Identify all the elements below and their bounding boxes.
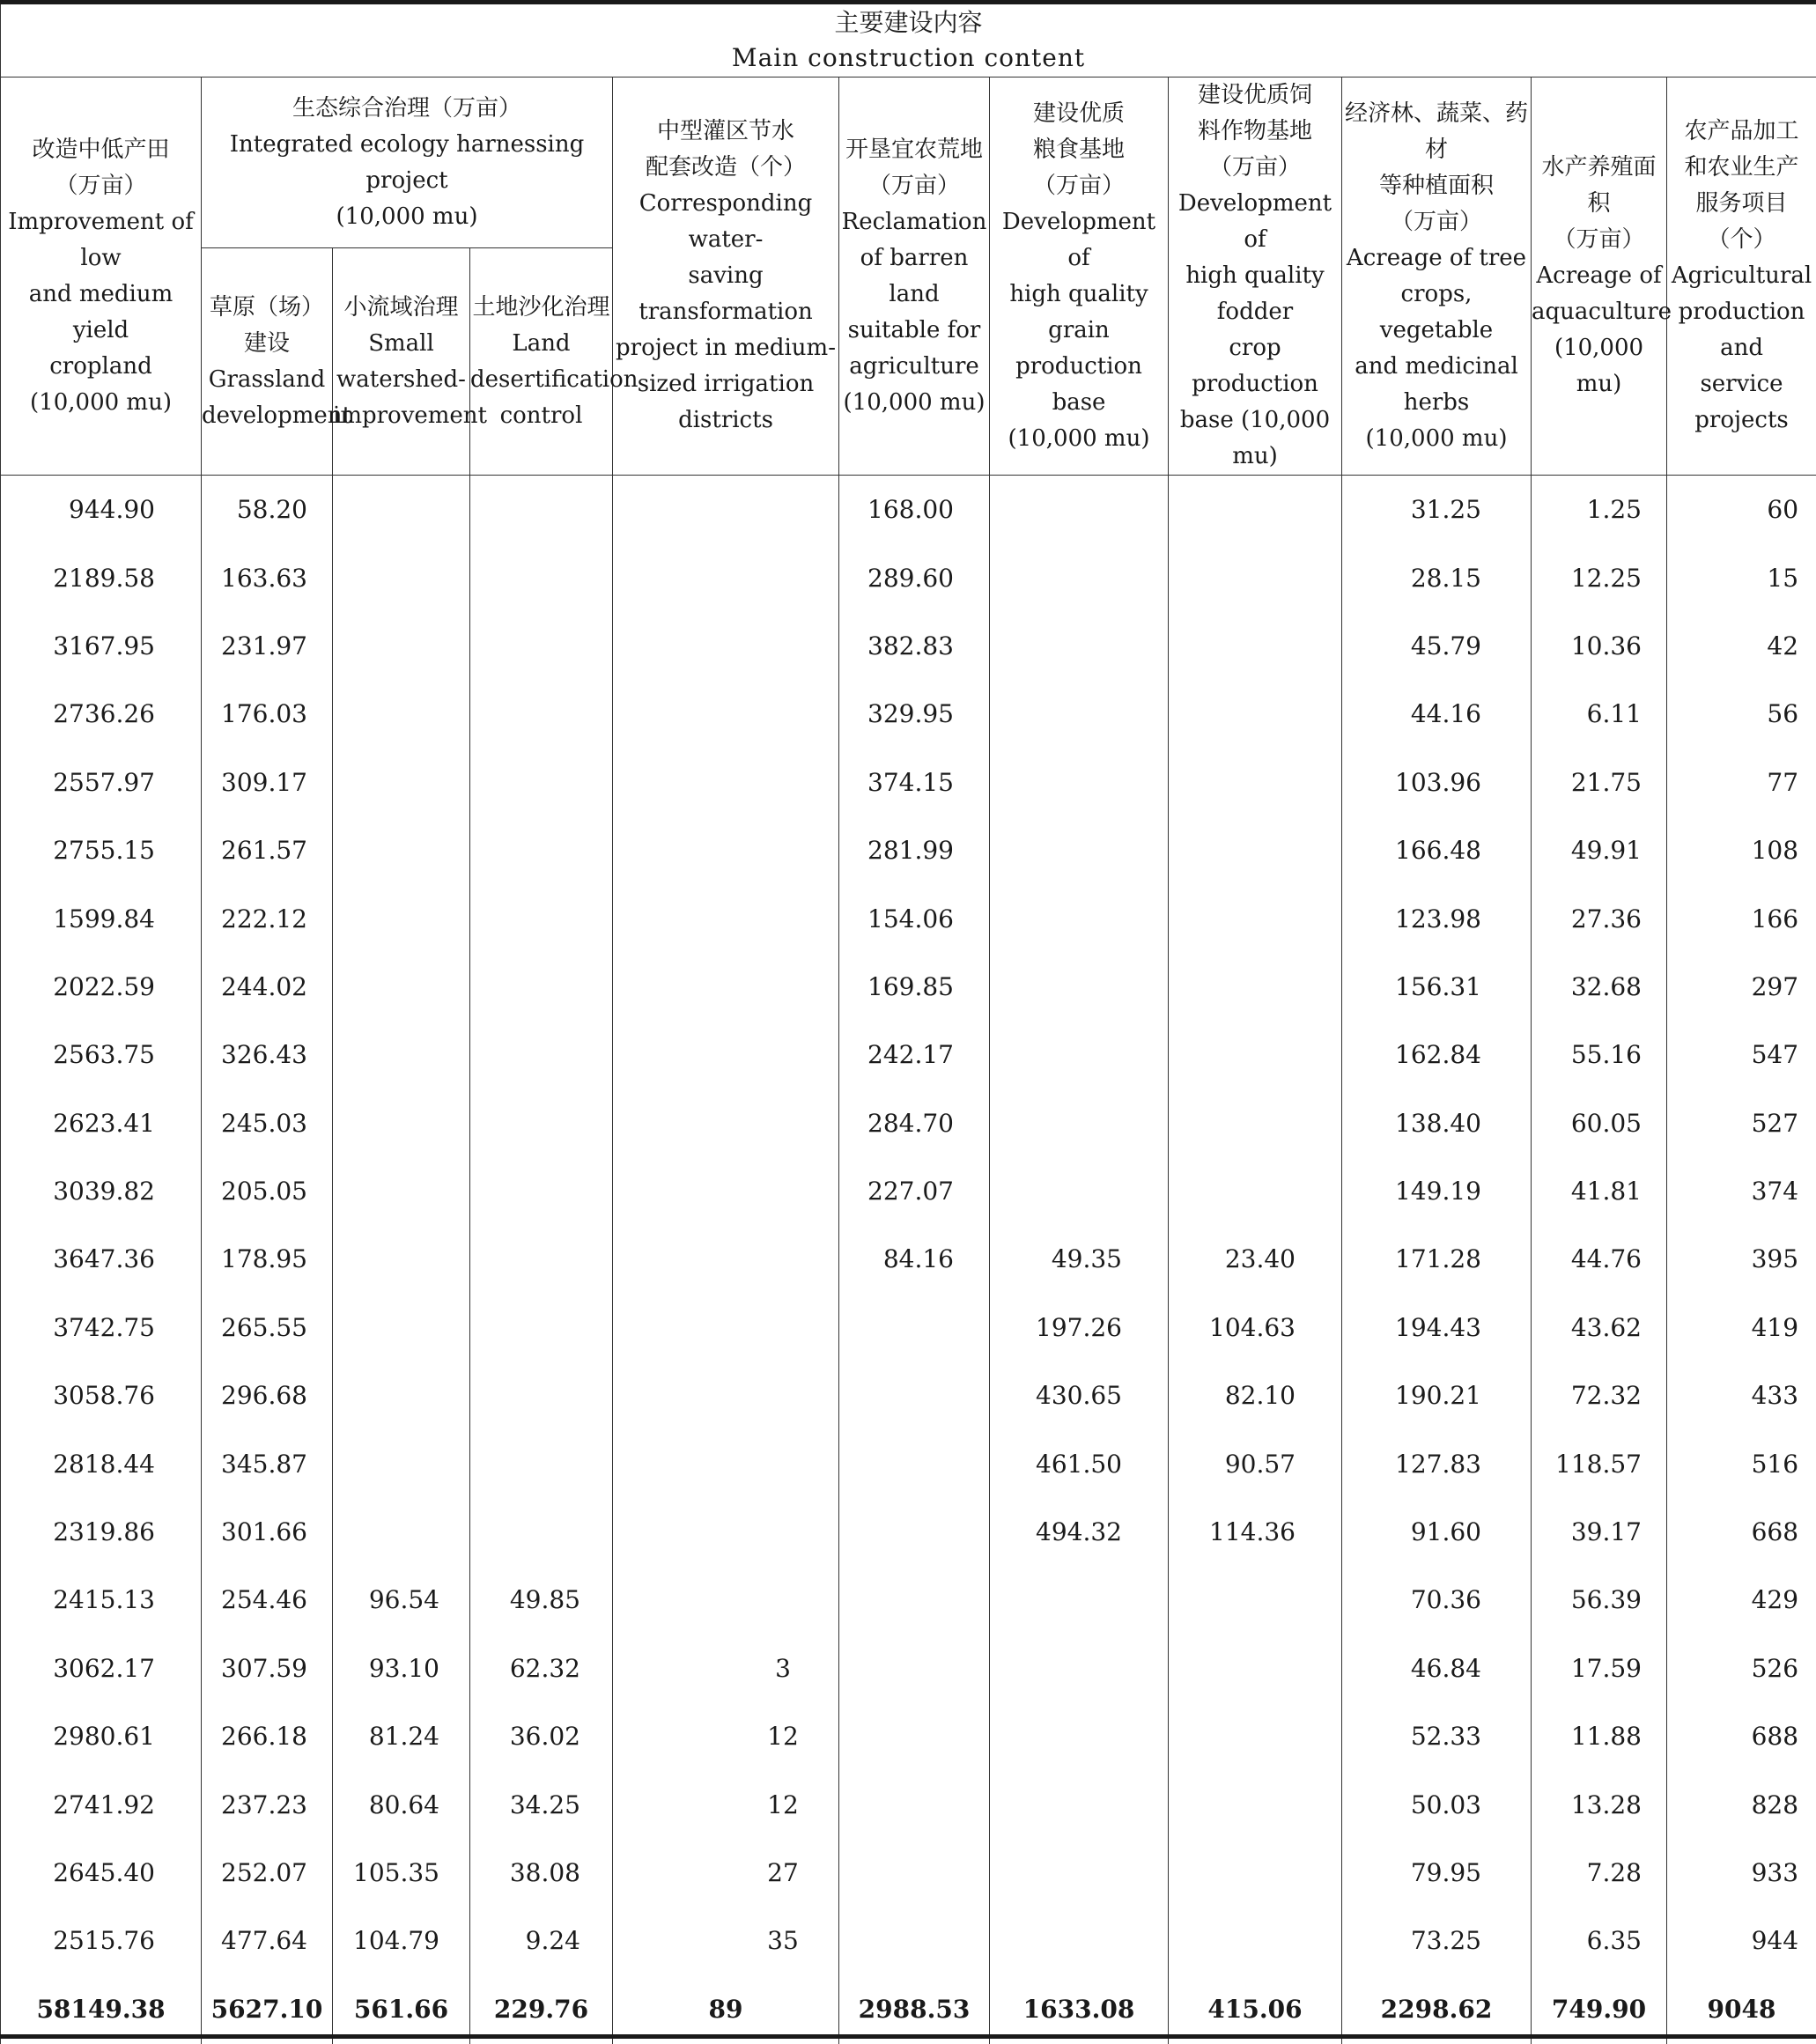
header-desertification: 土地沙化治理 Land desertification control — [470, 248, 613, 476]
table-cell: 15 — [1667, 543, 1816, 611]
table-cell: 55.16 — [1532, 1021, 1667, 1088]
table-cell — [470, 543, 613, 611]
table-cell: 60 — [1667, 476, 1816, 544]
table-row — [1, 1294, 1816, 1361]
total-row — [1, 1975, 1816, 2044]
construction-content-table — [0, 4, 1816, 2044]
table-cell: 62.32 — [470, 1634, 613, 1702]
table-cell: 46.84 — [1342, 1634, 1532, 1702]
table-row — [1, 1021, 1816, 1088]
table-cell — [333, 1294, 470, 1361]
table-cell: 93.10 — [333, 1634, 470, 1702]
table-cell — [333, 476, 470, 544]
table-cell — [613, 1225, 839, 1293]
table-title — [1, 4, 1816, 77]
table-cell: 252.07 — [202, 1839, 333, 1907]
table-cell — [990, 476, 1169, 544]
table-cell: 6.35 — [1532, 1907, 1667, 1974]
header-low-yield: 改造中低产田 （万亩） Improvement of low and medium yield cropland (10,000 mu) — [1, 77, 202, 476]
table-cell — [1169, 1702, 1342, 1770]
table-cell: 39.17 — [1532, 1498, 1667, 1566]
table-cell — [990, 1566, 1169, 1634]
table-cell: 2741.92 — [1, 1770, 202, 1838]
table-cell: 168.00 — [839, 476, 990, 544]
table-cell — [613, 1294, 839, 1361]
table-cell: 9.24 — [470, 1907, 613, 1974]
table-cell: 2736.26 — [1, 680, 202, 748]
table-cell: 526 — [1667, 1634, 1816, 1702]
table-cell: 3167.95 — [1, 612, 202, 680]
table-body — [1, 476, 1816, 2044]
table-cell — [613, 476, 839, 544]
table-cell: 944 — [1667, 1907, 1816, 1974]
table-cell — [333, 680, 470, 748]
table-cell — [613, 1429, 839, 1497]
table-cell: 12 — [613, 1702, 839, 1770]
table-row — [1, 1225, 1816, 1293]
table-cell: 49.91 — [1532, 816, 1667, 884]
table-cell — [1169, 680, 1342, 748]
table-cell: 50.03 — [1342, 1770, 1532, 1838]
table-cell — [1169, 543, 1342, 611]
table-cell: 933 — [1667, 1839, 1816, 1907]
table-cell: 60.05 — [1532, 1089, 1667, 1157]
table-cell — [613, 816, 839, 884]
total-cell: 749.90 — [1532, 1975, 1667, 2044]
table-cell — [990, 680, 1169, 748]
table-cell — [839, 1294, 990, 1361]
table-cell — [333, 884, 470, 952]
table-cell: 237.23 — [202, 1770, 333, 1838]
table-cell — [990, 1634, 1169, 1702]
table-cell — [470, 1225, 613, 1293]
table-cell: 6.11 — [1532, 680, 1667, 748]
table-row — [1, 1634, 1816, 1702]
table-cell — [839, 1361, 990, 1429]
table-cell: 49.35 — [990, 1225, 1169, 1293]
table-cell — [990, 1702, 1169, 1770]
table-row — [1, 1839, 1816, 1907]
table-cell — [990, 1770, 1169, 1838]
table-cell: 3 — [613, 1634, 839, 1702]
table-cell: 245.03 — [202, 1089, 333, 1157]
table-cell — [470, 816, 613, 884]
table-cell: 429 — [1667, 1566, 1816, 1634]
table-cell: 374.15 — [839, 749, 990, 816]
table-cell: 254.46 — [202, 1566, 333, 1634]
table-cell: 12.25 — [1532, 543, 1667, 611]
table-cell — [990, 1907, 1169, 1974]
table-cell: 41.81 — [1532, 1157, 1667, 1225]
table-cell — [333, 1498, 470, 1566]
table-cell: 297 — [1667, 953, 1816, 1021]
table-cell — [333, 1429, 470, 1497]
table-cell — [990, 543, 1169, 611]
table-cell — [333, 1361, 470, 1429]
table-cell: 382.83 — [839, 612, 990, 680]
table-cell: 156.31 — [1342, 953, 1532, 1021]
table-cell: 23.40 — [1169, 1225, 1342, 1293]
table-cell — [1169, 1839, 1342, 1907]
table-cell: 3647.36 — [1, 1225, 202, 1293]
table-cell — [613, 884, 839, 952]
table-cell: 104.79 — [333, 1907, 470, 1974]
table-cell: 80.64 — [333, 1770, 470, 1838]
table-cell: 166.48 — [1342, 816, 1532, 884]
table-cell — [1169, 1157, 1342, 1225]
table-cell — [613, 1021, 839, 1088]
table-cell: 494.32 — [990, 1498, 1169, 1566]
table-cell — [613, 612, 839, 680]
table-row — [1, 749, 1816, 816]
table-row — [1, 1770, 1816, 1838]
table-cell: 261.57 — [202, 816, 333, 884]
table-cell: 28.15 — [1342, 543, 1532, 611]
table-cell: 2563.75 — [1, 1021, 202, 1088]
table-cell: 284.70 — [839, 1089, 990, 1157]
table-cell: 2818.44 — [1, 1429, 202, 1497]
table-cell — [333, 816, 470, 884]
table-cell — [470, 476, 613, 544]
table-cell — [613, 1157, 839, 1225]
table-cell: 42 — [1667, 612, 1816, 680]
table-cell: 281.99 — [839, 816, 990, 884]
table-cell — [1169, 1770, 1342, 1838]
table-cell: 2319.86 — [1, 1498, 202, 1566]
table-cell — [1169, 816, 1342, 884]
table-cell: 668 — [1667, 1498, 1816, 1566]
table-row — [1, 1498, 1816, 1566]
header-ecology-group: 生态综合治理（万亩） Integrated ecology harnessing project (10,000 mu) — [202, 77, 613, 248]
table-cell: 1599.84 — [1, 884, 202, 952]
table-cell: 43.62 — [1532, 1294, 1667, 1361]
table-row — [1, 1157, 1816, 1225]
table-cell: 10.36 — [1532, 612, 1667, 680]
table-cell: 162.84 — [1342, 1021, 1532, 1088]
table-cell: 244.02 — [202, 953, 333, 1021]
table-cell — [613, 543, 839, 611]
table-cell — [1169, 1566, 1342, 1634]
table-cell: 2980.61 — [1, 1702, 202, 1770]
table-cell — [1169, 884, 1342, 952]
table-cell: 2645.40 — [1, 1839, 202, 1907]
table-cell: 44.76 — [1532, 1225, 1667, 1293]
table-cell: 35 — [613, 1907, 839, 1974]
table-cell: 2623.41 — [1, 1089, 202, 1157]
table-cell: 197.26 — [990, 1294, 1169, 1361]
table-cell — [990, 953, 1169, 1021]
bottom-rule — [0, 2034, 1816, 2039]
table-cell: 138.40 — [1342, 1089, 1532, 1157]
table-cell: 527 — [1667, 1089, 1816, 1157]
table-cell — [990, 612, 1169, 680]
table-cell — [990, 1839, 1169, 1907]
table-row — [1, 816, 1816, 884]
table-cell — [839, 1907, 990, 1974]
table-cell — [839, 1770, 990, 1838]
table-cell: 49.85 — [470, 1566, 613, 1634]
table-cell: 265.55 — [202, 1294, 333, 1361]
table-cell: 166 — [1667, 884, 1816, 952]
table-cell: 114.36 — [1169, 1498, 1342, 1566]
total-cell: 9048 — [1667, 1975, 1816, 2044]
table-cell — [839, 1566, 990, 1634]
table-cell: 123.98 — [1342, 884, 1532, 952]
table-cell: 105.35 — [333, 1839, 470, 1907]
table-row — [1, 1566, 1816, 1634]
table-row — [1, 953, 1816, 1021]
table-cell: 82.10 — [1169, 1361, 1342, 1429]
table-cell: 81.24 — [333, 1702, 470, 1770]
table-cell: 7.28 — [1532, 1839, 1667, 1907]
table-row — [1, 884, 1816, 952]
header-fodder-base: 建设优质饲 料作物基地 （万亩） Development of high quality fodder crop production base (10,000 mu) — [1169, 77, 1342, 476]
table-cell: 2189.58 — [1, 543, 202, 611]
table-cell — [990, 1157, 1169, 1225]
table-cell: 45.79 — [1342, 612, 1532, 680]
total-cell: 2298.62 — [1342, 1975, 1532, 2044]
total-cell: 5627.10 — [202, 1975, 333, 2044]
table-cell: 3058.76 — [1, 1361, 202, 1429]
table-cell: 430.65 — [990, 1361, 1169, 1429]
table-cell: 688 — [1667, 1702, 1816, 1770]
table-cell: 79.95 — [1342, 1839, 1532, 1907]
total-cell: 58149.38 — [1, 1975, 202, 2044]
table-cell — [470, 1021, 613, 1088]
table-cell: 118.57 — [1532, 1429, 1667, 1497]
table-cell: 2515.76 — [1, 1907, 202, 1974]
table-cell — [839, 1429, 990, 1497]
table-cell: 52.33 — [1342, 1702, 1532, 1770]
table-cell — [470, 612, 613, 680]
table-cell — [470, 884, 613, 952]
table-cell: 12 — [613, 1770, 839, 1838]
table-cell — [613, 1566, 839, 1634]
table-row — [1, 1907, 1816, 1974]
table-cell: 77 — [1667, 749, 1816, 816]
table-row — [1, 1361, 1816, 1429]
table-cell — [990, 884, 1169, 952]
table-cell: 44.16 — [1342, 680, 1532, 748]
table-cell — [990, 749, 1169, 816]
table-cell — [470, 1294, 613, 1361]
table-cell: 329.95 — [839, 680, 990, 748]
table-cell — [333, 612, 470, 680]
table-cell: 149.19 — [1342, 1157, 1532, 1225]
table-cell: 266.18 — [202, 1702, 333, 1770]
table-cell — [613, 1498, 839, 1566]
table-cell: 374 — [1667, 1157, 1816, 1225]
header-reclamation: 开垦宜农荒地 （万亩） Reclamation of barren land suitable for agriculture (10,000 mu) — [839, 77, 990, 476]
table-cell — [839, 1634, 990, 1702]
table-cell — [990, 816, 1169, 884]
header-processing: 农产品加工 和农业生产 服务项目 （个） Agricultural production and service projects — [1667, 77, 1816, 476]
table-cell: 84.16 — [839, 1225, 990, 1293]
table-cell — [470, 1361, 613, 1429]
title-zh: 主要建设内容 — [1, 5, 1816, 41]
table-cell — [1169, 1907, 1342, 1974]
table-cell — [839, 1839, 990, 1907]
table-cell — [1169, 749, 1342, 816]
table-cell: 27.36 — [1532, 884, 1667, 952]
table-cell: 176.03 — [202, 680, 333, 748]
table-cell — [1169, 1021, 1342, 1088]
table-cell: 242.17 — [839, 1021, 990, 1088]
table-cell: 96.54 — [333, 1566, 470, 1634]
table-cell: 163.63 — [202, 543, 333, 611]
table-cell: 289.60 — [839, 543, 990, 611]
table-cell — [1169, 476, 1342, 544]
table-cell: 307.59 — [202, 1634, 333, 1702]
table-cell: 222.12 — [202, 884, 333, 952]
table-cell: 2022.59 — [1, 953, 202, 1021]
table-cell: 72.32 — [1532, 1361, 1667, 1429]
table-cell: 171.28 — [1342, 1225, 1532, 1293]
table-cell: 56 — [1667, 680, 1816, 748]
header-grassland: 草原（场） 建设 Grassland development — [202, 248, 333, 476]
table-cell — [333, 543, 470, 611]
table-cell: 27 — [613, 1839, 839, 1907]
total-cell: 415.06 — [1169, 1975, 1342, 2044]
table-cell: 3742.75 — [1, 1294, 202, 1361]
total-cell: 1633.08 — [990, 1975, 1169, 2044]
table-cell: 326.43 — [202, 1021, 333, 1088]
table-cell — [470, 749, 613, 816]
header-tree-crops: 经济林、蔬菜、药材 等种植面积 （万亩） Acreage of tree crops, vegetable and medicinal herbs (10,000 mu) — [1342, 77, 1532, 476]
total-cell: 229.76 — [470, 1975, 613, 2044]
table-cell — [470, 1498, 613, 1566]
table-cell — [1169, 1089, 1342, 1157]
table-cell: 38.08 — [470, 1839, 613, 1907]
table-cell: 309.17 — [202, 749, 333, 816]
total-cell: 2988.53 — [839, 1975, 990, 2044]
table-cell: 91.60 — [1342, 1498, 1532, 1566]
table-cell — [470, 1157, 613, 1225]
table-cell: 90.57 — [1169, 1429, 1342, 1497]
table-cell: 34.25 — [470, 1770, 613, 1838]
table-row — [1, 612, 1816, 680]
table-cell: 73.25 — [1342, 1907, 1532, 1974]
table-cell: 2755.15 — [1, 816, 202, 884]
table-cell: 154.06 — [839, 884, 990, 952]
table-cell — [613, 1361, 839, 1429]
table-cell — [839, 1498, 990, 1566]
total-cell: 561.66 — [333, 1975, 470, 2044]
table-cell — [839, 1702, 990, 1770]
table-row — [1, 1429, 1816, 1497]
table-cell: 103.96 — [1342, 749, 1532, 816]
table-cell — [613, 749, 839, 816]
table-cell: 433 — [1667, 1361, 1816, 1429]
table-cell: 231.97 — [202, 612, 333, 680]
table-cell: 169.85 — [839, 953, 990, 1021]
table-cell: 1.25 — [1532, 476, 1667, 544]
table-cell: 178.95 — [202, 1225, 333, 1293]
table-cell — [990, 1021, 1169, 1088]
table-cell — [470, 1089, 613, 1157]
table-cell: 461.50 — [990, 1429, 1169, 1497]
table-cell: 70.36 — [1342, 1566, 1532, 1634]
table-cell: 3039.82 — [1, 1157, 202, 1225]
table-cell: 301.66 — [202, 1498, 333, 1566]
table-cell: 17.59 — [1532, 1634, 1667, 1702]
table-cell: 2557.97 — [1, 749, 202, 816]
table-cell — [613, 1089, 839, 1157]
table-cell: 108 — [1667, 816, 1816, 884]
table-cell: 56.39 — [1532, 1566, 1667, 1634]
table-cell: 395 — [1667, 1225, 1816, 1293]
table-cell: 58.20 — [202, 476, 333, 544]
table-cell: 944.90 — [1, 476, 202, 544]
table-row — [1, 680, 1816, 748]
table-cell — [1169, 1634, 1342, 1702]
table-cell — [333, 953, 470, 1021]
table-cell: 36.02 — [470, 1702, 613, 1770]
table-cell — [470, 1429, 613, 1497]
table-cell: 32.68 — [1532, 953, 1667, 1021]
table-cell: 547 — [1667, 1021, 1816, 1088]
table-cell: 227.07 — [839, 1157, 990, 1225]
table-cell — [333, 1225, 470, 1293]
table-cell — [333, 1157, 470, 1225]
table-cell: 21.75 — [1532, 749, 1667, 816]
table-cell: 2415.13 — [1, 1566, 202, 1634]
header-irrigation: 中型灌区节水 配套改造（个） Corresponding water- saving transformation project in medium- sized irrigation districts — [613, 77, 839, 476]
table-cell — [613, 680, 839, 748]
table-cell: 516 — [1667, 1429, 1816, 1497]
table-cell — [333, 749, 470, 816]
table-cell — [1169, 953, 1342, 1021]
table-cell: 296.68 — [202, 1361, 333, 1429]
table-row — [1, 1089, 1816, 1157]
title-en: Main construction content — [1, 41, 1816, 76]
table-cell — [613, 953, 839, 1021]
table-cell: 3062.17 — [1, 1634, 202, 1702]
table-row — [1, 543, 1816, 611]
table-cell: 194.43 — [1342, 1294, 1532, 1361]
table-cell — [470, 680, 613, 748]
header-watershed: 小流域治理 Small watershed- improvement — [333, 248, 470, 476]
table-cell: 104.63 — [1169, 1294, 1342, 1361]
total-cell: 89 — [613, 1975, 839, 2044]
table-cell: 205.05 — [202, 1157, 333, 1225]
table-cell: 31.25 — [1342, 476, 1532, 544]
table-row — [1, 1702, 1816, 1770]
header-aquaculture: 水产养殖面积 （万亩） Acreage of aquaculture (10,000 mu) — [1532, 77, 1667, 476]
table-cell: 190.21 — [1342, 1361, 1532, 1429]
table-cell — [333, 1021, 470, 1088]
table-cell: 13.28 — [1532, 1770, 1667, 1838]
table-cell — [990, 1089, 1169, 1157]
table-cell: 828 — [1667, 1770, 1816, 1838]
table-cell: 345.87 — [202, 1429, 333, 1497]
table-cell: 419 — [1667, 1294, 1816, 1361]
table-cell: 11.88 — [1532, 1702, 1667, 1770]
table-cell — [333, 1089, 470, 1157]
table-cell: 477.64 — [202, 1907, 333, 1974]
table-cell — [1169, 612, 1342, 680]
table-row — [1, 476, 1816, 544]
table-cell — [470, 953, 613, 1021]
table-cell: 127.83 — [1342, 1429, 1532, 1497]
header-grain-base: 建设优质 粮食基地 （万亩） Development of high quality grain production base (10,000 mu) — [990, 77, 1169, 476]
